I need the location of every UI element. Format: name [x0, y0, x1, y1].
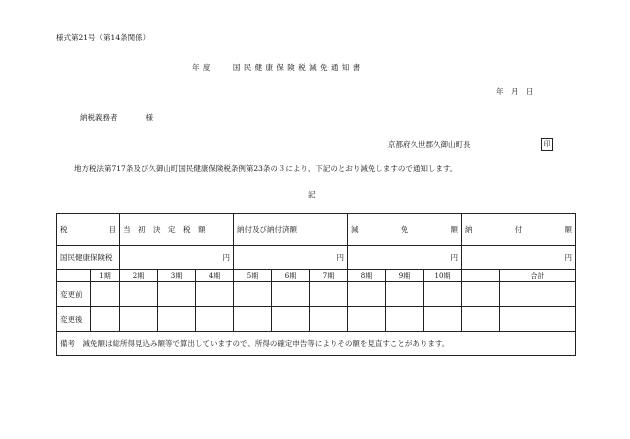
period-cell: [234, 307, 272, 332]
row-label-before-change: 変更前: [57, 282, 91, 307]
official-seal: 印: [541, 138, 553, 151]
period-cell: [120, 307, 158, 332]
title-text: 国 民 健 康 保 険 税 減 免 通 知 書: [232, 63, 361, 72]
period-cell: [234, 282, 272, 307]
period-cell: [120, 282, 158, 307]
issuer-name: 京都府久世郡久御山町長: [388, 140, 471, 149]
period-header: 5期: [234, 270, 272, 282]
initial-decided-amount-cell: 円: [120, 246, 234, 270]
row-label-nhi-tax: 国民健康保険税: [57, 246, 120, 270]
form-number: 様式第21号（第14条関係）: [56, 33, 151, 42]
title-year-label: 年 度: [192, 63, 211, 72]
total-cell: [500, 307, 576, 332]
header-initial-decided-amount: 当 初 決 定 税 額: [120, 214, 234, 246]
total-cell: [500, 282, 576, 307]
notice-text: 地方税法第717条及び久御山町国民健康保険税条例第23条の３により、下記のとおり減免しますので通知します。: [74, 164, 458, 173]
taxpayer-line: [80, 113, 153, 122]
taxpayer-label: 納税義務者: [80, 113, 118, 122]
header-reduction-amount: [348, 214, 462, 246]
period-header: 1期: [91, 270, 120, 282]
period-header: 3期: [158, 270, 196, 282]
paid-amount-cell: 円: [234, 246, 348, 270]
period-cell: [158, 282, 196, 307]
period-cell: [462, 307, 500, 332]
period-cell: [348, 307, 386, 332]
taxpayer-honorific: 様: [145, 113, 153, 122]
header-tax-item-right: 目: [108, 225, 116, 234]
period-cell: [272, 307, 310, 332]
period-corner-cell: [57, 270, 91, 282]
period-cell: [348, 282, 386, 307]
header-payable-right: 額: [564, 225, 572, 234]
period-cell: [424, 282, 462, 307]
header-reduction-left: 減: [351, 225, 359, 234]
issue-date: 年 月 日: [496, 87, 534, 96]
ki-heading: 記: [308, 190, 316, 199]
document-title: [192, 63, 361, 72]
period-cell: [462, 282, 500, 307]
reduction-table: [56, 213, 576, 356]
period-header: 10期: [424, 270, 462, 282]
reduction-amount-cell: 円: [348, 246, 462, 270]
period-header: 6期: [272, 270, 310, 282]
header-tax-item: [57, 214, 120, 246]
remarks: 備考 減免額は総所得見込み額等で算出していますので、所得の確定申告等によりその額を見直すことがあります。: [57, 332, 576, 356]
period-cell: [310, 307, 348, 332]
period-header: 8期: [348, 270, 386, 282]
period-cell: [424, 307, 462, 332]
period-cell: [91, 307, 120, 332]
period-header: [462, 270, 500, 282]
period-cell: [310, 282, 348, 307]
header-reduction-right: 額: [450, 225, 458, 234]
period-header-total: 合計: [500, 270, 576, 282]
period-cell: [91, 282, 120, 307]
payable-amount-cell: 円: [462, 246, 576, 270]
period-header: 9期: [386, 270, 424, 282]
period-header: 7期: [310, 270, 348, 282]
header-payable-mid: 付: [514, 225, 523, 234]
period-cell: [196, 307, 234, 332]
row-label-after-change: 変更後: [57, 307, 91, 332]
header-paid-amount: 納付及び納付済額: [234, 214, 348, 246]
header-payable-left: 納: [465, 225, 473, 234]
period-cell: [386, 307, 424, 332]
header-reduction-mid: 免: [400, 225, 409, 234]
period-cell: [386, 282, 424, 307]
period-cell: [272, 282, 310, 307]
header-payable-amount: [462, 214, 576, 246]
period-header: 4期: [196, 270, 234, 282]
period-cell: [196, 282, 234, 307]
period-header: 2期: [120, 270, 158, 282]
header-tax-item-left: 税: [60, 225, 68, 234]
period-cell: [158, 307, 196, 332]
